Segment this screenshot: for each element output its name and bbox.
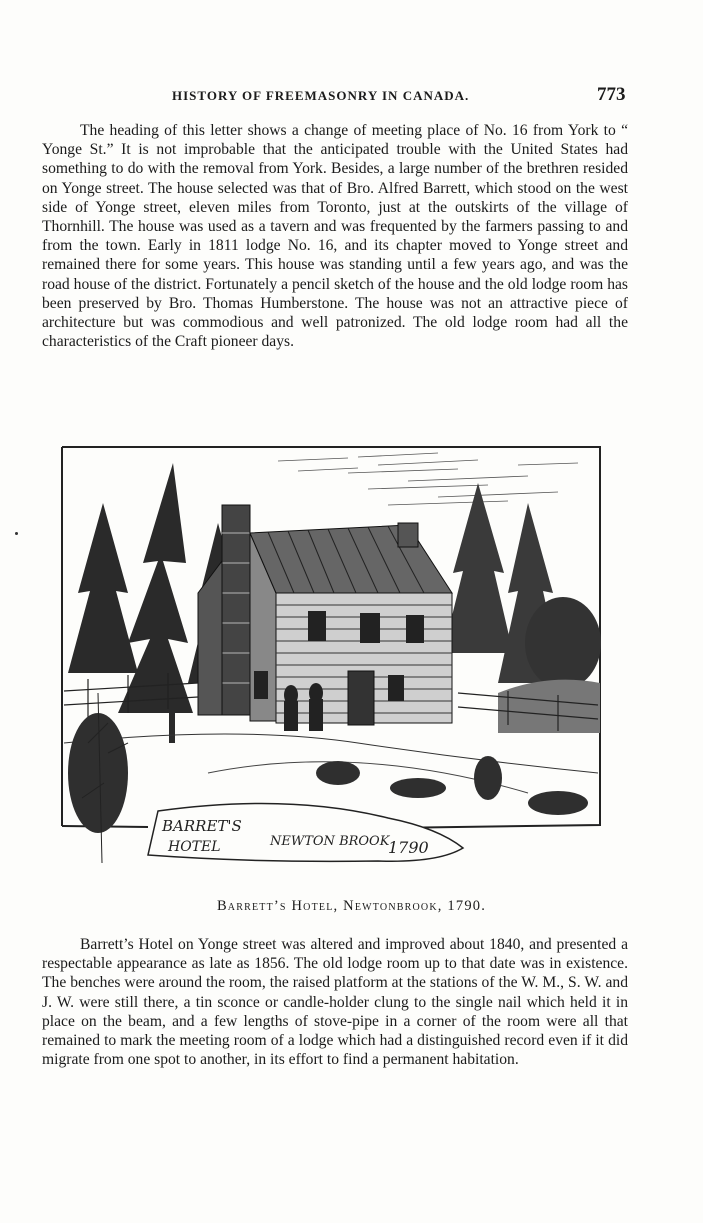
barretts-hotel-illustration (58, 443, 604, 883)
svg-text:BARRET'S: BARRET'S (162, 817, 242, 835)
svg-text:HOTEL: HOTEL (168, 839, 221, 855)
page-number: 773 (597, 84, 626, 105)
figure-caption: Barrett’s Hotel, Newtonbrook, 1790. (216, 898, 487, 914)
svg-text:1790: 1790 (388, 838, 429, 857)
right-trees (443, 483, 601, 689)
print-speck (15, 532, 18, 535)
log-house (198, 505, 452, 731)
paragraph-1: The heading of this letter shows a change of meeting place of No. 16 from York to “ Yonge St.” It is not improbable that the anticipated trouble with the United States had something to do with the removal from York. Besides, a large number of the brethren resided on Yonge street. The house selected was that of Bro. Alfred Barrett, which stood on the west side of Yonge street, eleven miles from Toronto, just at the outskirts of the village of Thornhill. The house was used as a tavern and was frequented by the farmers passing to and from the town. Early in 1811 lodge No. 16, and its chapter moved to Yonge street and remained there for some years. This house was standing until a few years ago, and was the road house of the district. Fortunately a pencil sketch of the house and the old lodge room has been preserved by Bro. Thomas Humberstone. The house was not an attractive piece of architecture but was commodious and well patronized. The old lodge room had all the characteristics of the Craft pioneer days. (42, 122, 628, 351)
svg-text:NEWTON BROOK: NEWTON BROOK (270, 834, 390, 849)
running-head: HISTORY OF FREEMASONRY IN CANADA. (172, 88, 470, 103)
sky-hatching (278, 453, 578, 505)
paragraph-2: Barrett’s Hotel on Yonge street was altered and improved about 1840, and presented a respectable appearance as late as 1856. The old lodge room up to that date was in existence. The benches were around the room, the raised platform at the stations of the W. M., S. W. and J. W. were still there, a tin sconce or candle-holder clung to the single nail which held it in place on the beam, and a few lengths of stove-pipe in a corner of the room were all that remained to mark the meeting room of a lodge which had a distinguished record even if it did migrate from one spot to another, in its effort to find a permanent habitation. (42, 936, 628, 1069)
sketch-banner (148, 803, 463, 861)
